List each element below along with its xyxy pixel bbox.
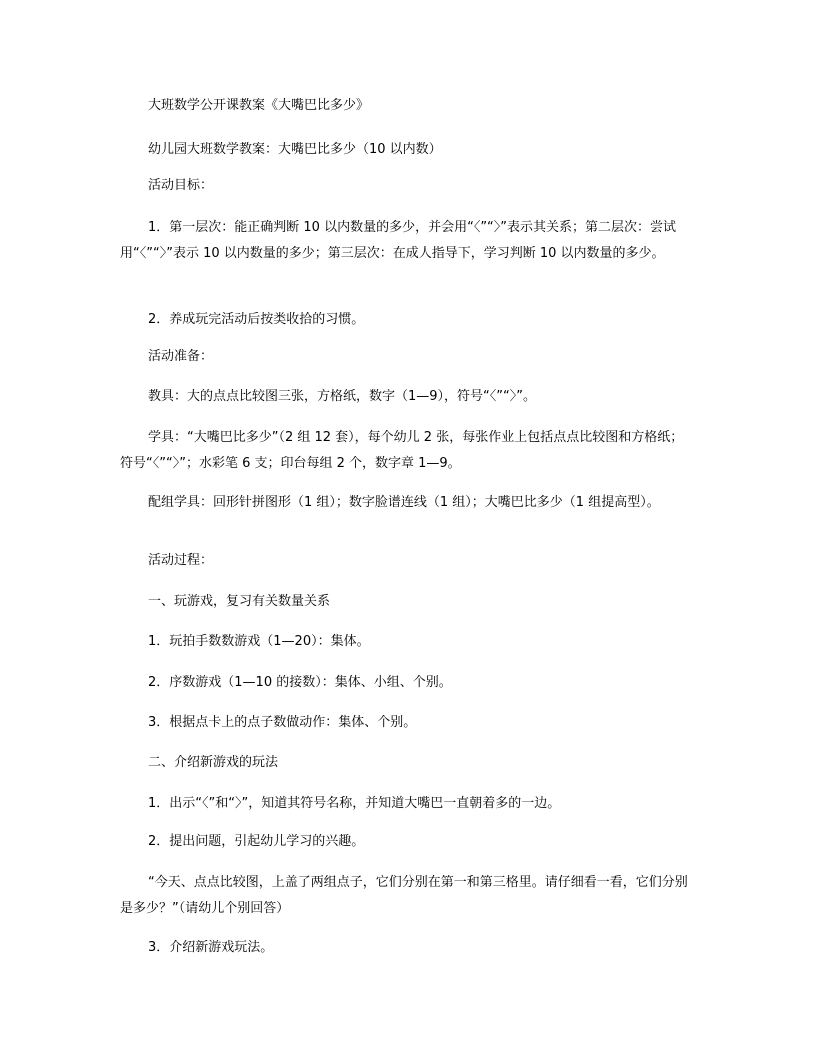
goal-item-2: 2．养成玩完活动后按类收拾的习惯。 [148, 312, 365, 327]
document-title: 大班数学公开课教案《大嘴巴比多少》 [148, 98, 370, 113]
process-item-1-2: 2．序数游戏（1—10 的接数）：集体、小组、个别。 [148, 675, 452, 690]
goal-item-1: 1．第一层次：能正确判断 10 以内数量的多少，并会用“〈”“〉”表示其关系；第二层次：尝试用“〈”“〉”表示 10 以内数量的多少；第三层次：在成人指导下，学习判断 10 以内数量的多少。 [120, 220, 677, 261]
section-heading-preparation: 活动准备： [148, 349, 214, 364]
section-heading-process: 活动过程： [148, 553, 214, 568]
process-item-1-3: 3．根据点卡上的点子数做动作：集体、个别。 [148, 715, 417, 730]
learning-aids-paragraph: 学具：“大嘴巴比多少”（2 组 12 套），每个幼儿 2 张，每张作业上包括点点比较图和方格纸；符号“〈”“〉”；水彩笔 6 支；印台每组 2 个，数字章 1—9。 [120, 430, 684, 471]
group-aids-paragraph: 配组学具：回形针拼图形（1 组）；数字脸谱连线（1 组）；大嘴巴比多少（1 组提高型）。 [148, 495, 660, 510]
process-item-1-1: 1．玩拍手数数游戏（1—20）：集体。 [148, 634, 370, 649]
process-step-2-heading: 二、介绍新游戏的玩法 [148, 755, 279, 770]
teacher-dialogue-paragraph: “今天、点点比较图，上盖了两组点子，它们分别在第一和第三格里。请仔细看一看，它们分别是多少？”（请幼儿个别回答） [120, 875, 688, 916]
document-subtitle: 幼儿园大班数学教案：大嘴巴比多少（10 以内数） [148, 142, 442, 157]
process-item-2-3: 3．介绍新游戏玩法。 [148, 940, 274, 955]
process-step-1-heading: 一、玩游戏，复习有关数量关系 [148, 594, 331, 609]
process-item-2-2: 2．提出问题，引起幼儿学习的兴趣。 [148, 834, 365, 849]
section-heading-goals: 活动目标： [148, 178, 214, 193]
teaching-aids-paragraph: 教具：大的点点比较图三张，方格纸，数字（1—9），符号“〈”“〉”。 [148, 389, 536, 404]
process-item-2-1: 1．出示“〈”和“〉”，知道其符号名称，并知道大嘴巴一直朝着多的一边。 [148, 796, 561, 811]
